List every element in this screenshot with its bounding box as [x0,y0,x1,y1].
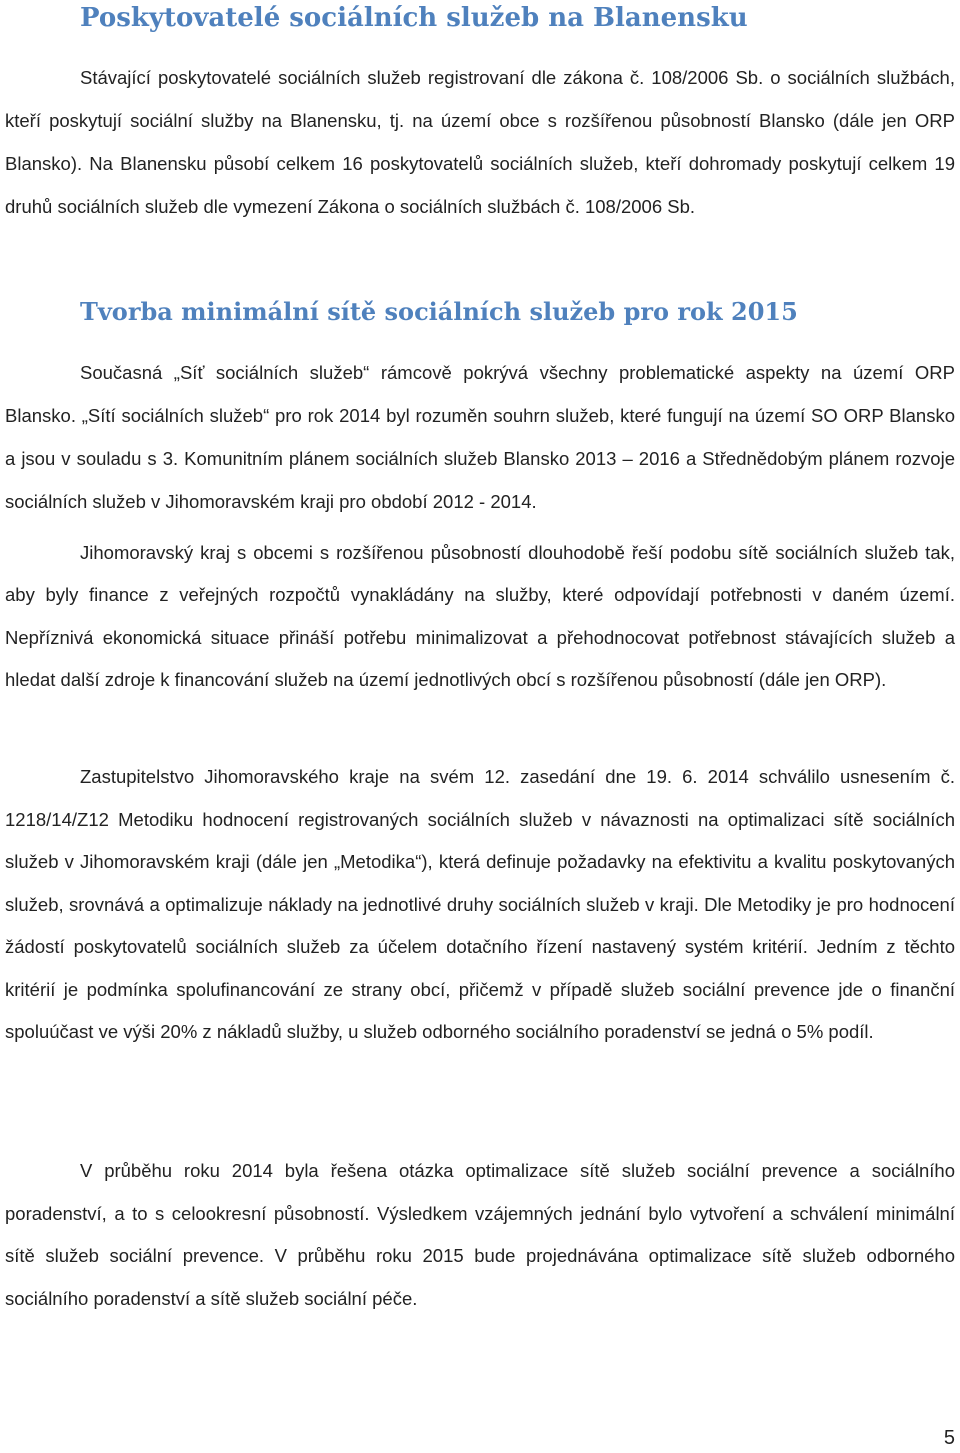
intro-paragraph: Stávající poskytovatelé sociálních služeb registrovaní dle zákona č. 108/2006 Sb. o sociálních službách, kteří poskytují sociální služby na Blanensku, tj. na území obce s rozšířenou působností Blansko (dále jen ORP Blansko). Na Blanensku působí celkem 16 poskytovatelů sociálních služeb, kteří dohromady poskytují celkem 19 druhů sociálních služeb dle vymezení Zákona o sociálních službách č. 108/2006 Sb. [5,67,955,217]
network-paragraph: Současná „Síť sociálních služeb“ rámcově pokrývá všechny problematické aspekty na území ORP Blansko. „Sítí sociálních služeb“ pro rok 2014 byl rozuměn souhrn služeb, které fungují na území SO ORP Blansko a jsou v souladu s 3. Komunitním plánem sociálních služeb Blansko 2013 – 2016 a Střednědobým plánem rozvoje sociálních služeb v Jihomoravském kraji pro období 2012 - 2014. [5,362,955,512]
main-heading: Poskytovatelé sociálních služeb na Blanensku [80,3,748,33]
page-number: 5 [943,1427,955,1449]
methodology-paragraph: Zastupitelstvo Jihomoravského kraje na svém 12. zasedání dne 19. 6. 2014 schválilo usnesením č. 1218/14/Z12 Metodiku hodnocení registrovaných sociálních služeb v návaznosti na optimalizaci sítě sociálních služeb v Jihomoravském kraji (dále jen „Metodika“), která definuje požadavky na efektivitu a kvalitu poskytovaných služeb, srovnává a optimalizuje náklady na jednotlivé druhy sociálních služeb v kraji. Dle Metodiky je pro hodnocení žádostí poskytovatelů sociálních služeb za účelem dotačního řízení nastavený systém kritérií. Jedním z těchto kritérií je podmínka spolufinancování ze strany obcí, přičemž v případě služeb sociální prevence jde o finanční spoluúčast ve výši 20% z nákladů služby, u služeb odborného sociálního poradenství se jedná o 5% podíl. [5,766,955,1042]
section-heading: Tvorba minimální sítě sociálních služeb pro rok 2015 [80,297,798,326]
region-paragraph: Jihomoravský kraj s obcemi s rozšířenou působností dlouhodobě řeší podobu sítě sociálních služeb tak, aby byly finance z veřejných rozpočtů vynakládány na služby, které odpovídají potřebnosti v daném území. Nepříznivá ekonomická situace přináší potřebu minimalizovat a přehodnocovat potřebnost stávajících služeb a hledat další zdroje k financování služeb na území jednotlivých obcí s rozšířenou působností (dále jen ORP). [5,542,955,690]
optimization-paragraph: V průběhu roku 2014 byla řešena otázka optimalizace sítě služeb sociální prevence a sociálního poradenství, a to s celookresní působností. Výsledkem vzájemných jednání bylo vytvoření a schválení minimální sítě služeb sociální prevence. V průběhu roku 2015 bude projednávána optimalizace sítě služeb odborného sociálního poradenství a sítě služeb sociální péče. [5,1160,955,1309]
